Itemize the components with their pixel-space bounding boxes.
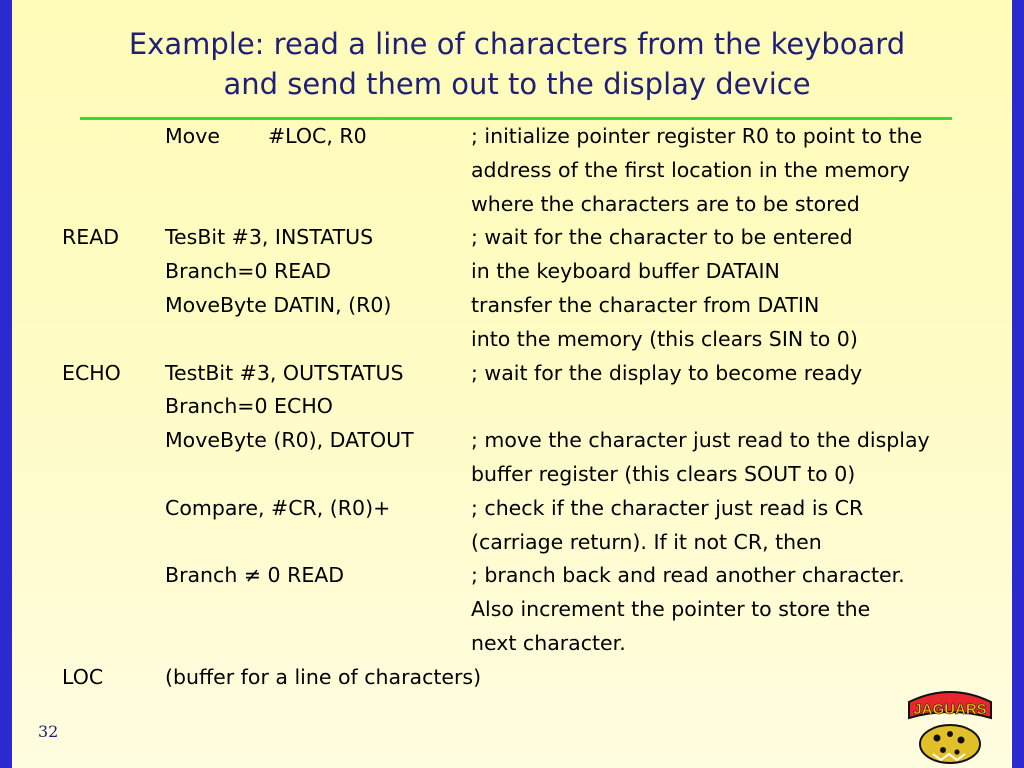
slide-number: 32 <box>38 722 59 741</box>
code-instruction: Branch=0 ECHO <box>165 394 333 419</box>
code-row <box>0 526 1024 560</box>
slide-title <box>40 24 994 104</box>
assembly-listing <box>0 120 1024 695</box>
code-row <box>0 154 1024 188</box>
code-comment: address of the first location in the memory <box>471 157 910 182</box>
code-instruction: TesBit #3, INSTATUS <box>165 225 374 250</box>
code-row <box>0 289 1024 323</box>
code-comment: where the characters are to be stored <box>471 191 860 216</box>
code-instruction: Move <box>165 124 220 148</box>
code-instruction: Compare, #CR, (R0)+ <box>165 495 391 520</box>
code-row <box>0 255 1024 289</box>
code-row <box>0 357 1024 391</box>
code-comment: in the keyboard buffer DATAIN <box>471 259 780 284</box>
code-row <box>0 323 1024 357</box>
code-instruction: MoveByte (R0), DATOUT <box>165 428 414 453</box>
code-row <box>0 120 1024 154</box>
code-instruction: (buffer for a line of characters) <box>165 664 482 689</box>
code-row <box>0 458 1024 492</box>
code-row <box>0 661 1024 695</box>
code-comment: into the memory (this clears SIN to 0) <box>471 326 858 351</box>
jaguars-logo <box>895 680 1005 765</box>
code-row <box>0 492 1024 526</box>
code-row <box>0 627 1024 661</box>
code-instruction: Branch=0 READ <box>165 259 332 284</box>
code-comment: ; wait for the character to be entered <box>471 225 853 250</box>
code-comment: (carriage return). If it not CR, then <box>471 529 822 554</box>
code-comment: ; check if the character just read is CR <box>471 495 864 520</box>
code-label: ECHO <box>62 360 121 385</box>
code-comment: Also increment the pointer to store the <box>471 597 871 622</box>
code-operand: #LOC, R0 <box>268 124 367 148</box>
code-row <box>0 188 1024 222</box>
code-label: READ <box>62 225 120 250</box>
code-instruction: MoveByte DATIN, (R0) <box>165 292 392 317</box>
title-line-1: Example: read a line of characters from the keyboard <box>128 27 906 61</box>
code-comment: ; branch back and read another character. <box>471 563 905 588</box>
code-row <box>0 559 1024 593</box>
code-row <box>0 390 1024 424</box>
code-instruction: TestBit #3, OUTSTATUS <box>165 360 404 385</box>
code-label: LOC <box>62 664 104 689</box>
code-row <box>0 593 1024 627</box>
code-comment: next character. <box>471 630 626 655</box>
code-comment: ; initialize pointer register R0 to point to the <box>471 124 923 148</box>
code-row <box>0 424 1024 458</box>
code-instruction: Branch ≠ 0 READ <box>165 563 345 588</box>
code-comment: buffer register (this clears SOUT to 0) <box>471 461 856 486</box>
code-comment: ; wait for the display to become ready <box>471 360 863 385</box>
code-comment: ; move the character just read to the display <box>471 428 930 453</box>
logo-text: JAGUARS <box>913 701 987 718</box>
title-line-2: and send them out to the display device <box>223 67 811 101</box>
code-comment: transfer the character from DATIN <box>471 292 820 317</box>
code-row <box>0 221 1024 255</box>
